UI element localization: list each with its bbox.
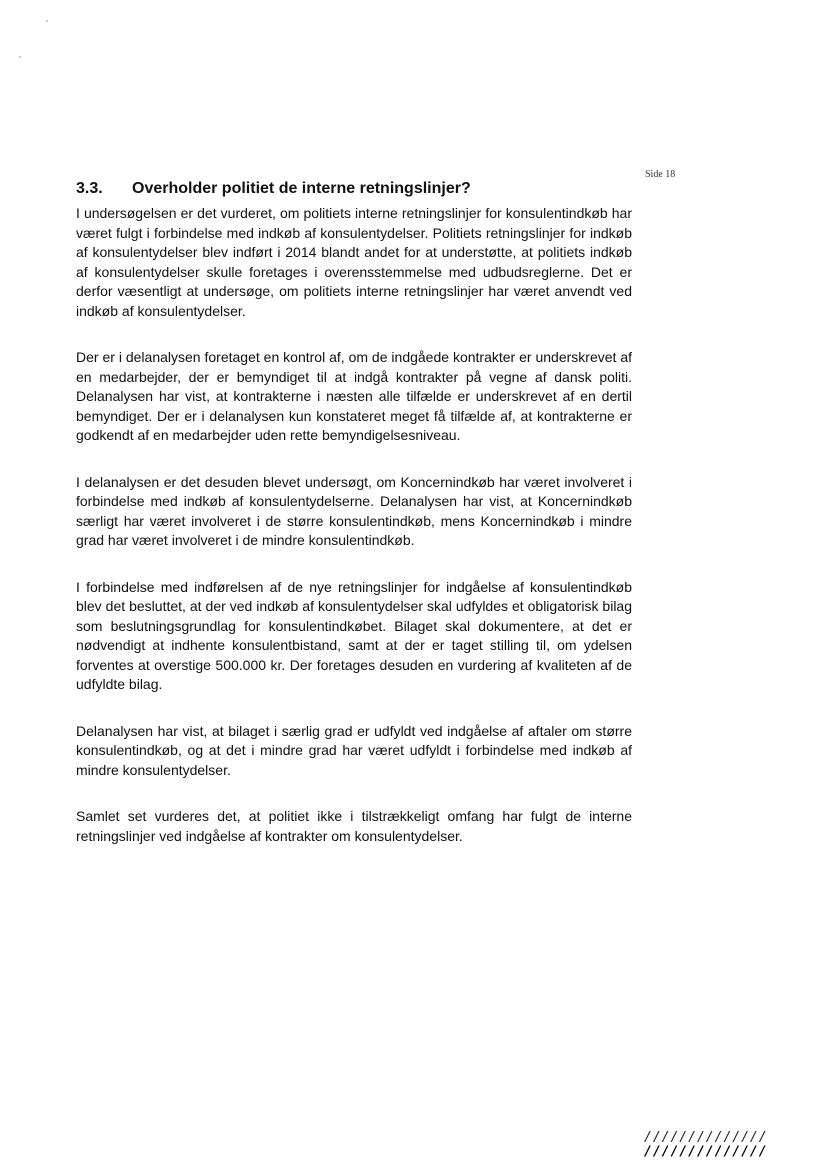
- section-title: Overholder politiet de interne retningslinjer?: [132, 180, 471, 197]
- section-3-3: [76, 178, 632, 873]
- barcode-row-bottom: //////////////: [644, 1144, 768, 1159]
- paragraph-annex-findings: Delanalysen har vist, at bilaget i særlig grad er udfyldt ved indgåelse af aftaler om større konsulentindkøb, og at det i mindre grad har været udfyldt i forbindelse med indkøb af mindre konsulentydelser.: [76, 722, 632, 778]
- section-heading: [76, 178, 632, 200]
- scan-speck: [46, 20, 48, 22]
- page-number: Side 18: [645, 169, 676, 180]
- barcode-row-top: //////////////: [644, 1130, 768, 1145]
- paragraph-mandatory-annex: I forbindelse med indførelsen af de nye retningslinjer for indgåelse af konsulentindkøb blev det besluttet, at der ved indkøb af konsulentydelser skal udfyldes et obligatorisk bilag som beslutningsgrundlag for konsulentindkøbet. Bilaget skal dokumentere, at det er nødvendigt at indhente konsulentbistand, samt at der er taget stilling til, om ydelsen forventes at overstige 500.000 kr. Der foretages desuden en vurdering af kvaliteten af de udfyldte bilag.: [76, 578, 632, 692]
- paragraph-signature-control: Der er i delanalysen foretaget en kontrol af, om de indgåede kontrakter er underskrevet af en medarbejder, der er bemyndiget til at indgå kontrakter på vegne af dansk politi. Delanalysen har vist, at kontrakterne i næsten alle tilfælde er underskrevet af en dertil bemyndiget. Der er i delanalysen kun konstateret meget få tilfælde af, at kontrakterne er godkendt af en medarbejder uden rette bemyndigelsesniveau.: [76, 349, 632, 443]
- paragraph-conclusion: Samlet set vurderes det, at politiet ikke i tilstrækkeligt omfang har fulgt de interne retningslinjer ved indgåelse af kontrakter om konsulentydelser.: [76, 808, 632, 844]
- scan-barcode: [644, 1131, 776, 1159]
- section-number: 3.3.: [76, 180, 103, 197]
- scan-speck: [19, 56, 21, 58]
- paragraph-koncernindkob: I delanalysen er det desuden blevet undersøgt, om Koncernindkøb har været involveret i forbindelse med indkøb af konsulentydelserne. Delanalysen har vist, at Koncernindkøb særligt har været involveret i de større konsulentindkøb, mens Koncernindkøb i mindre grad har været involveret i de mindre konsulentindkøb.: [76, 473, 632, 548]
- paragraph-guidelines-intro: I undersøgelsen er det vurderet, om politiets interne retningslinjer for konsulentindkøb har været fulgt i forbindelse med indkøb af konsulentydelser. Politiets retningslinjer for indkøb af konsulentydelser blev indført i 2014 blandt andet for at understøtte, at politiets indkøb af konsulentydelser skulle foretages i overensstemmelse med udbudsreglerne. Det er derfor væsentligt at undersøge, om politiets interne retningslinjer har været anvendt ved indkøb af konsulentydelser.: [76, 205, 632, 319]
